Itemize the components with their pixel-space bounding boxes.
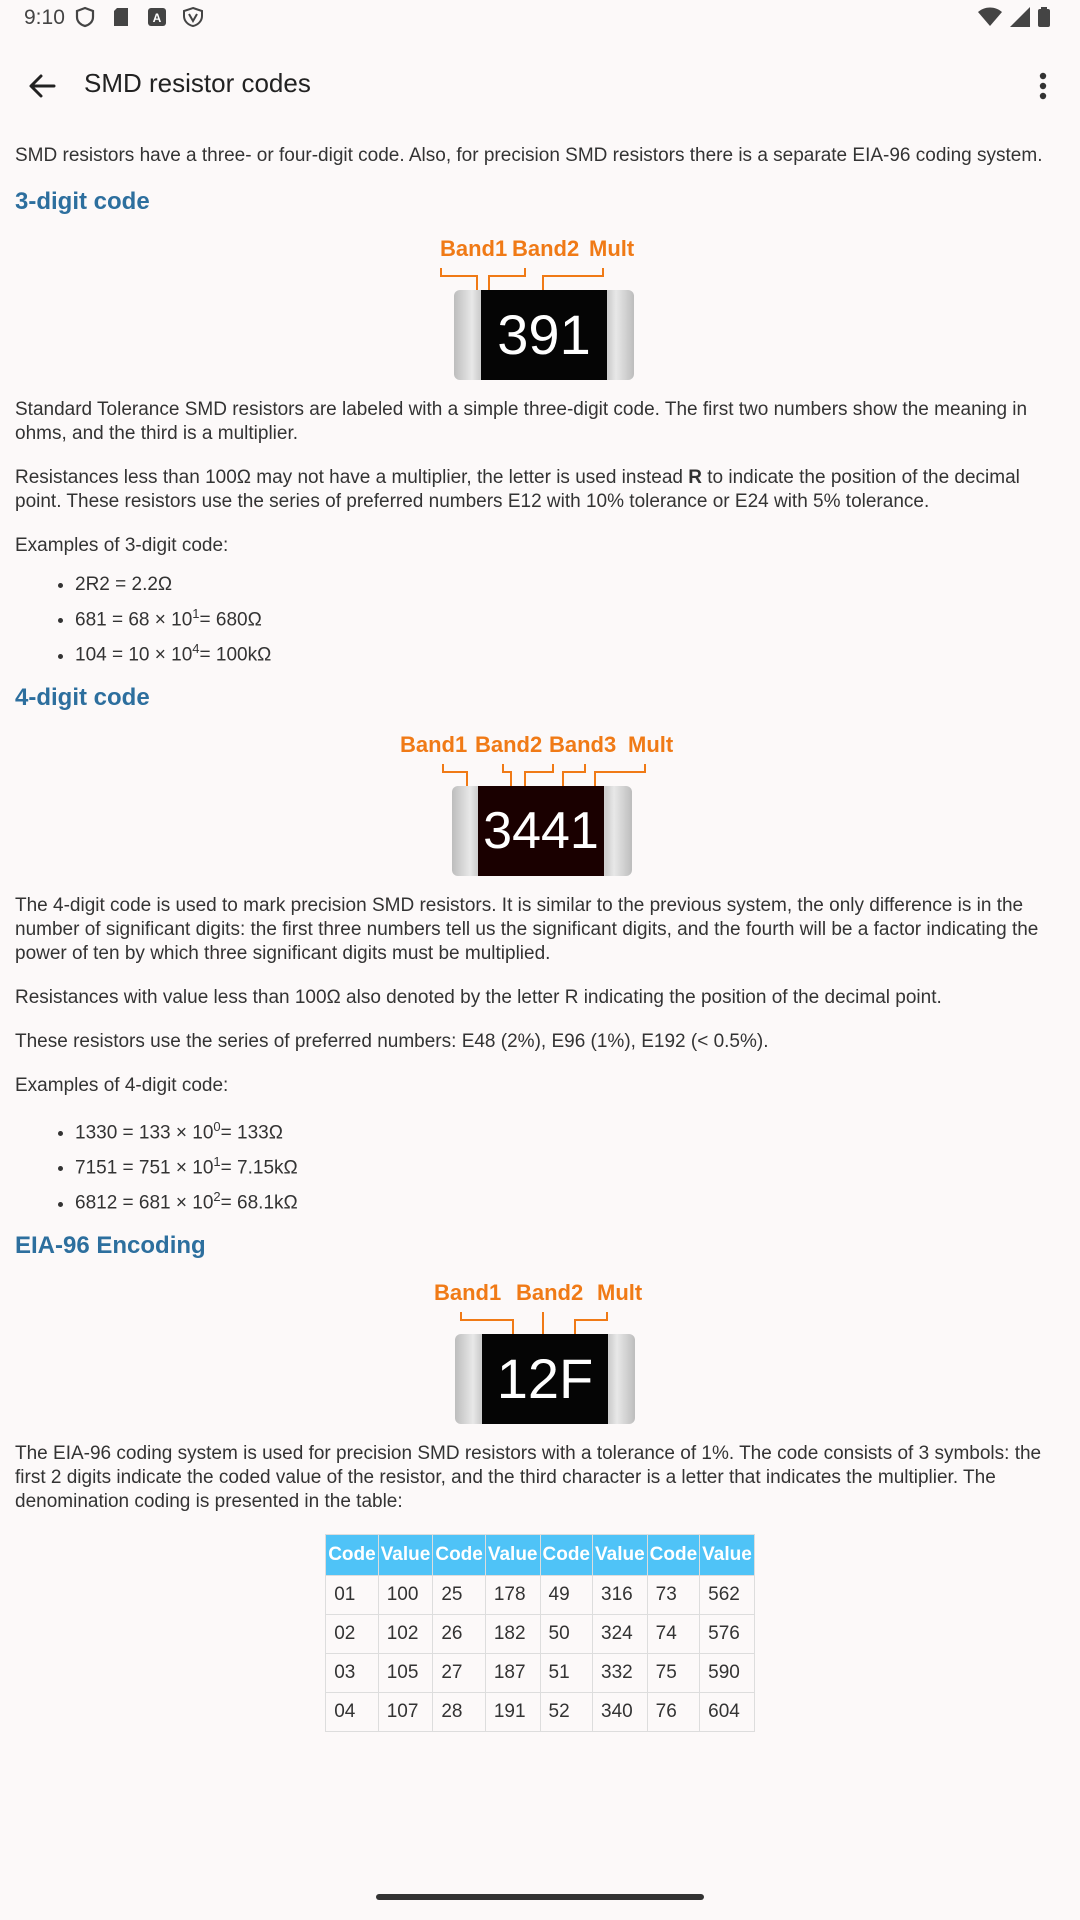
section-heading-eia-96: EIA-96 Encoding: [15, 1231, 206, 1259]
paragraph-4-digit-3: These resistors use the series of preferred numbers: E48 (2%), E96 (1%), E192 (< 0.5%).: [15, 1030, 769, 1052]
example-result: = 100kΩ: [199, 644, 272, 666]
table-cell: 182: [485, 1614, 540, 1653]
table-cell: 576: [700, 1614, 755, 1653]
table-cell: 25: [433, 1575, 486, 1614]
table-cell: 105: [378, 1653, 433, 1692]
table-cell: 01: [326, 1575, 379, 1614]
app-bar: [0, 36, 1080, 132]
list-item: [75, 634, 1065, 669]
section-heading-4-digit: 4-digit code: [15, 683, 150, 711]
resistor-4-digit: [452, 786, 632, 876]
example-text: 681 = 68 × 10: [75, 609, 193, 631]
eia-96-table: [325, 1534, 755, 1732]
table-header: Code: [433, 1534, 486, 1575]
status-system-icons: [978, 7, 1050, 27]
diagram-connectors: [15, 228, 1065, 298]
example-result: = 7.15kΩ: [220, 1157, 298, 1179]
table-cell: 74: [647, 1614, 700, 1653]
diagram-label-band1: Band1: [440, 236, 508, 261]
table-header: Code: [540, 1534, 593, 1575]
diagram-label-band2: Band2: [512, 236, 580, 261]
paragraph-3-digit-2: [15, 466, 1065, 514]
diagram-4-digit: [15, 724, 1065, 894]
vpn-shield-icon: [182, 6, 204, 28]
diagram-3-digit: [15, 228, 1065, 398]
table-cell: 178: [485, 1575, 540, 1614]
section-heading-3-digit: 3-digit code: [15, 188, 150, 215]
resistor-3-digit: [454, 290, 634, 380]
status-notification-icons: [74, 6, 204, 28]
diagram-label-band1: Band1: [434, 1279, 502, 1305]
resistor-code-3-digit: 391: [481, 290, 607, 380]
back-arrow-icon[interactable]: [20, 64, 64, 108]
font-a-icon: [146, 6, 168, 28]
table-cell: 100: [378, 1575, 433, 1614]
example-result: = 680Ω: [199, 609, 262, 631]
example-exponent: 0: [213, 1118, 221, 1134]
paragraph-3-digit-2-a: Resistances less than 100Ω may not have a multiplier, the letter is used instead: [15, 467, 689, 488]
diagram-connectors: [15, 724, 1065, 794]
table-header: Code: [326, 1534, 379, 1575]
example-text: 1330 = 133 × 10: [75, 1121, 214, 1143]
diagram-label-band1: Band1: [400, 731, 468, 757]
status-bar: [0, 0, 1080, 36]
table-cell: 04: [326, 1692, 379, 1731]
table-header: Value: [378, 1534, 433, 1575]
table-cell: 02: [326, 1614, 379, 1653]
home-indicator[interactable]: [376, 1894, 704, 1900]
table-cell: 73: [647, 1575, 700, 1614]
table-cell: 604: [700, 1692, 755, 1731]
status-time: 9:10: [24, 6, 65, 29]
paragraph-4-digit-1: The 4-digit code is used to mark precision SMD resistors. It is similar to the previous system, the only difference is in the number of significant digits: the first three numbers tell us the significant digits, and the fourth will be a factor indicating the power of ten by which three significant digits must be multiplied.: [15, 894, 1039, 964]
diagram-connectors: [15, 1272, 1065, 1342]
example-text: 7151 = 751 × 10: [75, 1157, 214, 1179]
table-row: [326, 1692, 755, 1731]
table-cell: 27: [433, 1653, 486, 1692]
list-item: • 2R2 = 2.2Ω: [75, 570, 1065, 599]
table-cell: 26: [433, 1614, 486, 1653]
example-text: 104 = 10 × 10: [75, 644, 193, 666]
table-cell: 590: [700, 1653, 755, 1692]
table-cell: 332: [593, 1653, 648, 1692]
example-result: = 133Ω: [220, 1121, 283, 1143]
table-cell: 316: [593, 1575, 648, 1614]
table-cell: 191: [485, 1692, 540, 1731]
example-exponent: 1: [213, 1153, 221, 1169]
table-cell: 50: [540, 1614, 593, 1653]
example-exponent: 4: [192, 641, 200, 657]
page-title: SMD resistor codes: [84, 68, 311, 98]
paragraph-3-digit-1: Standard Tolerance SMD resistors are labeled with a simple three-digit code. The first two numbers show the meaning in ohms, and the third is a multiplier.: [15, 399, 1028, 444]
examples-title-4-digit: Examples of 4-digit code:: [15, 1074, 229, 1096]
article-content: [15, 144, 1065, 1732]
resistor-code-eia-96: 12F: [482, 1334, 608, 1424]
diagram-label-band2: Band2: [516, 1279, 584, 1305]
letter-r-bold: R: [688, 467, 702, 488]
table-header: Value: [485, 1534, 540, 1575]
table-cell: 28: [433, 1692, 486, 1731]
diagram-label-mult: Mult: [628, 731, 674, 757]
paragraph-3-digit-2-b: to indicate the position of the decimal point. These resistors use the series of preferred numbers E12 with 10% tolerance or E24 with 5% tolerance.: [15, 467, 1020, 512]
more-vert-icon[interactable]: [1028, 64, 1058, 108]
table-cell: 52: [540, 1692, 593, 1731]
table-row: [326, 1614, 755, 1653]
examples-list-4-digit: [15, 1112, 1065, 1218]
table-cell: 75: [647, 1653, 700, 1692]
diagram-label-band3: Band3: [549, 731, 617, 757]
table-cell: 102: [378, 1614, 433, 1653]
table-cell: 340: [593, 1692, 648, 1731]
paragraph-4-digit-2: Resistances with value less than 100Ω also denoted by the letter R indicating the position of the decimal point.: [15, 986, 942, 1008]
table-cell: 324: [593, 1614, 648, 1653]
resistor-eia-96: [455, 1334, 635, 1424]
table-cell: 562: [700, 1575, 755, 1614]
diagram-eia-96: [15, 1272, 1065, 1442]
example-text: 6812 = 681 × 10: [75, 1192, 214, 1214]
wifi-icon: [978, 7, 1002, 27]
diagram-label-mult: Mult: [597, 1279, 643, 1305]
paragraph-eia-96: The EIA-96 coding system is used for precision SMD resistors with a tolerance of 1%. The code consists of 3 symbols: the first 2 digits indicate the coded value of the resistor, and the third character is a letter that indicates the multiplier. The denomination coding is presented in the table:: [15, 1442, 1042, 1512]
table-header-row: [326, 1534, 755, 1575]
list-item: [75, 1182, 1065, 1217]
list-item: [75, 1147, 1065, 1182]
examples-list-3-digit: [15, 570, 1065, 670]
svg-text:A: A: [152, 11, 162, 25]
shield-icon: [74, 6, 96, 28]
sd-card-icon: [110, 6, 132, 28]
example-exponent: 2: [213, 1189, 221, 1205]
table-cell: 49: [540, 1575, 593, 1614]
resistor-code-4-digit: 3441: [478, 786, 604, 876]
example-result: = 68.1kΩ: [220, 1192, 298, 1214]
signal-icon: [1010, 7, 1030, 27]
table-cell: 51: [540, 1653, 593, 1692]
diagram-label-band2: Band2: [475, 731, 543, 757]
table-row: [326, 1575, 755, 1614]
table-header: Code: [647, 1534, 700, 1575]
table-cell: 03: [326, 1653, 379, 1692]
table-header: Value: [593, 1534, 648, 1575]
examples-title-3-digit: Examples of 3-digit code:: [15, 535, 229, 556]
battery-icon: [1038, 7, 1050, 27]
table-row: [326, 1653, 755, 1692]
diagram-label-mult: Mult: [589, 236, 635, 261]
list-item: [75, 599, 1065, 634]
table-cell: 187: [485, 1653, 540, 1692]
list-item: [75, 1112, 1065, 1147]
intro-paragraph: SMD resistors have a three- or four-digit code. Also, for precision SMD resistors there is a separate EIA-96 coding system.: [15, 145, 1043, 166]
table-cell: 76: [647, 1692, 700, 1731]
table-header: Value: [700, 1534, 755, 1575]
table-cell: 107: [378, 1692, 433, 1731]
example-exponent: 1: [192, 606, 200, 621]
